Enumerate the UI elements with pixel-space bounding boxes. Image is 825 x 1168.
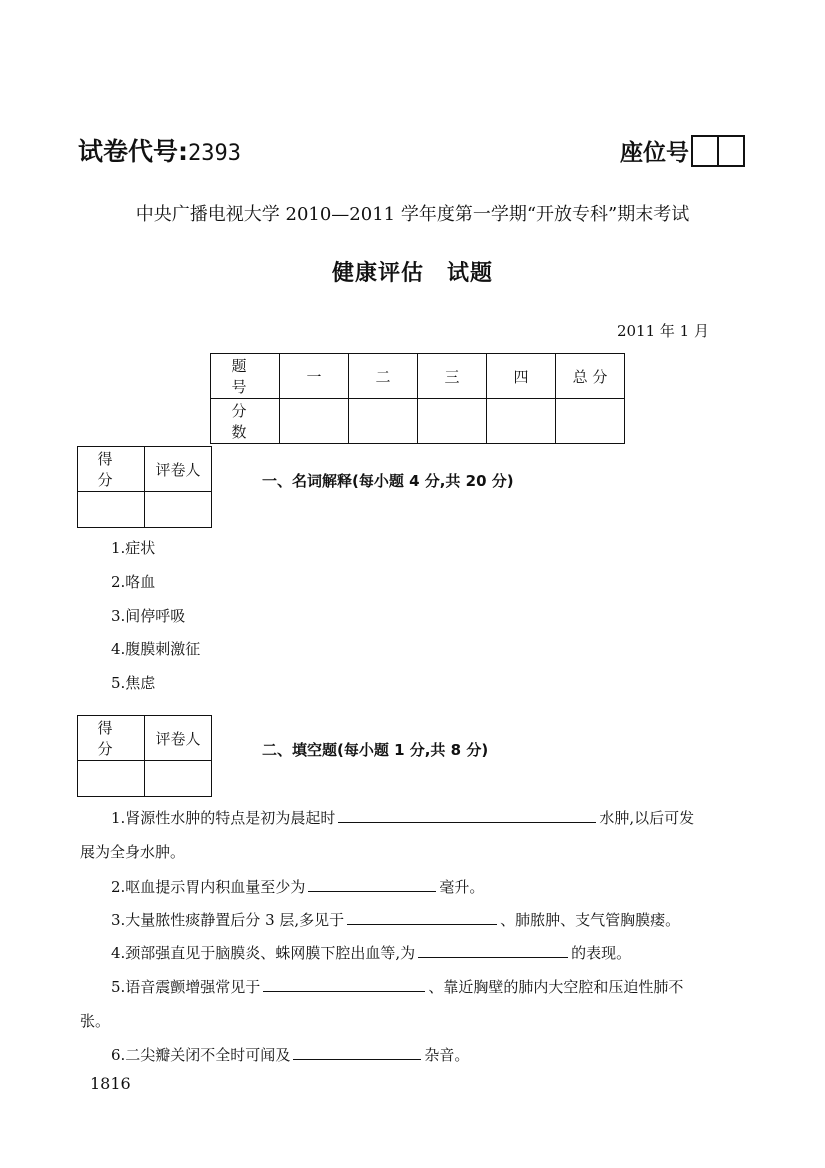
score-table-col: 二 bbox=[349, 354, 418, 399]
answer-blank[interactable] bbox=[418, 943, 568, 958]
fill-question-4 bbox=[111, 942, 631, 963]
subject-title: 健康评估 试题 bbox=[331, 261, 493, 286]
grader-name-label: 评卷人 bbox=[145, 447, 212, 492]
seat-box bbox=[719, 135, 745, 167]
grader-box bbox=[77, 715, 212, 797]
question-text: 1.肾源性水肿的特点是初为晨起时 bbox=[111, 809, 336, 827]
score-table-row-label: 题 号 bbox=[211, 354, 280, 399]
question-text: 2.呕血提示胃内积血量至少为 bbox=[111, 878, 306, 896]
score-cell bbox=[418, 399, 487, 444]
grader-score-label: 得 分 bbox=[78, 447, 145, 492]
fill-question-1-continued: 展为全身水肿。 bbox=[80, 843, 186, 861]
seat-number bbox=[620, 134, 745, 167]
answer-blank[interactable] bbox=[308, 877, 436, 892]
seat-box bbox=[691, 135, 719, 167]
fill-question-6 bbox=[111, 1044, 469, 1065]
score-cell bbox=[280, 399, 349, 444]
score-table-header-row bbox=[211, 354, 625, 399]
score-table-row-label: 分 数 bbox=[211, 399, 280, 444]
question-text: 、靠近胸壁的肺内大空腔和压迫性肺不 bbox=[428, 978, 684, 996]
term-item: 4.腹膜刺激征 bbox=[111, 640, 201, 658]
paper-code-number: 2393 bbox=[188, 141, 241, 166]
page-number: 1816 bbox=[90, 1074, 131, 1093]
term-item: 2.咯血 bbox=[111, 573, 156, 591]
grader-score-label: 得 分 bbox=[78, 716, 145, 761]
question-text: 杂音。 bbox=[424, 1046, 470, 1064]
score-cell bbox=[349, 399, 418, 444]
grader-name-cell bbox=[145, 761, 212, 797]
term-item: 5.焦虑 bbox=[111, 674, 156, 692]
fill-question-2 bbox=[111, 876, 484, 897]
paper-code-label: 试卷代号: bbox=[78, 137, 188, 166]
score-table-col: 三 bbox=[418, 354, 487, 399]
score-cell bbox=[556, 399, 625, 444]
answer-blank[interactable] bbox=[347, 910, 497, 925]
section-1-heading: 一、名词解释(每小题 4 分,共 20 分) bbox=[262, 472, 514, 490]
grader-box bbox=[77, 446, 212, 528]
answer-blank[interactable] bbox=[263, 977, 425, 992]
fill-question-3 bbox=[111, 909, 680, 930]
score-table-col: 四 bbox=[487, 354, 556, 399]
question-text: 6.二尖瓣关闭不全时可闻及 bbox=[111, 1046, 291, 1064]
answer-blank[interactable] bbox=[293, 1045, 421, 1060]
score-cell bbox=[487, 399, 556, 444]
grader-score-cell bbox=[78, 492, 145, 528]
exam-date: 2011 年 1 月 bbox=[616, 322, 709, 340]
seat-number-label: 座位号 bbox=[620, 140, 689, 166]
answer-blank[interactable] bbox=[338, 808, 596, 823]
question-text: 、肺脓肿、支气管胸膜瘘。 bbox=[500, 911, 681, 929]
grader-name-cell bbox=[145, 492, 212, 528]
question-text: 5.语音震颤增强常见于 bbox=[111, 978, 261, 996]
fill-question-1 bbox=[111, 807, 694, 828]
exam-title: 中央广播电视大学 2010—2011 学年度第一学期“开放专科”期末考试 bbox=[135, 204, 690, 225]
score-table-col: 总 分 bbox=[556, 354, 625, 399]
question-text: 的表现。 bbox=[571, 944, 632, 962]
section-2-heading: 二、填空题(每小题 1 分,共 8 分) bbox=[262, 741, 489, 759]
score-table-col: 一 bbox=[280, 354, 349, 399]
term-item: 3.间停呼吸 bbox=[111, 607, 186, 625]
question-text: 毫升。 bbox=[439, 878, 485, 896]
term-item: 1.症状 bbox=[111, 539, 156, 557]
grader-name-label: 评卷人 bbox=[145, 716, 212, 761]
seat-number-boxes bbox=[691, 135, 745, 167]
fill-question-5-continued: 张。 bbox=[80, 1012, 111, 1030]
score-table-score-row bbox=[211, 399, 625, 444]
paper-code bbox=[78, 132, 241, 168]
question-text: 水肿,以后可发 bbox=[599, 809, 695, 827]
score-table bbox=[210, 353, 625, 444]
fill-question-5 bbox=[111, 976, 683, 997]
question-text: 4.颈部强直见于脑膜炎、蛛网膜下腔出血等,为 bbox=[111, 944, 416, 962]
question-text: 3.大量脓性痰静置后分 3 层,多见于 bbox=[111, 911, 345, 929]
grader-score-cell bbox=[78, 761, 145, 797]
